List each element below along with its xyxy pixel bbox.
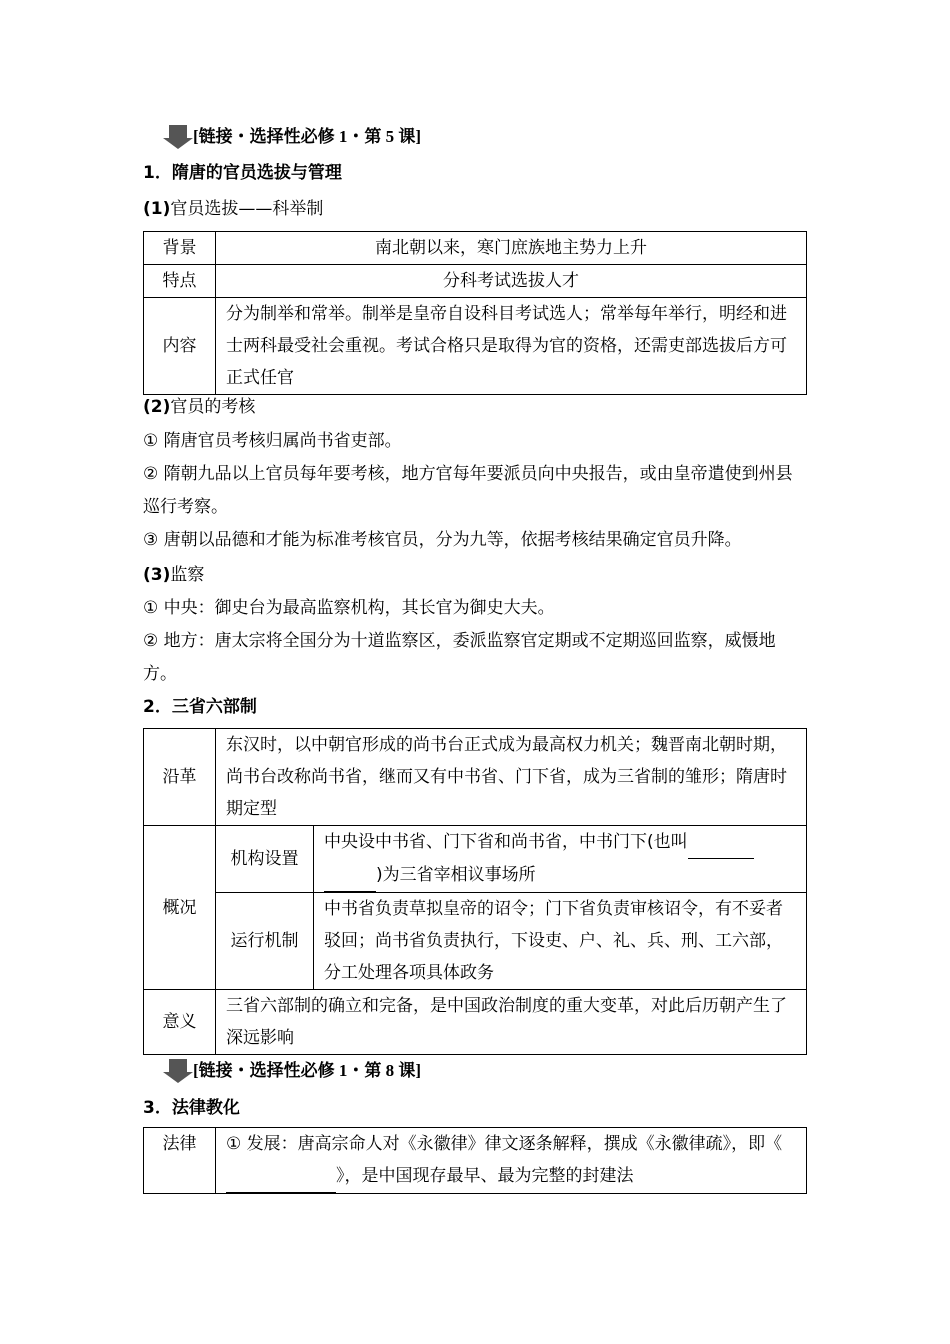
- section1-sub2: [143, 395, 255, 419]
- sub-text: 官员选拔——科举制: [170, 199, 324, 219]
- fill-blank[interactable]: [688, 826, 754, 859]
- section1-sub3: [143, 563, 204, 587]
- sub-text: 官员的考核: [170, 397, 256, 417]
- row-label: 法律: [144, 1128, 216, 1194]
- row-label: 特点: [144, 265, 216, 298]
- sub-number: (3): [143, 565, 171, 585]
- section1-title: 1．隋唐的官员选拔与管理: [143, 163, 342, 183]
- row-label: 背景: [144, 232, 216, 265]
- table-row: [144, 729, 807, 826]
- assess-item: ① 隋唐官员考核归属尚书省吏部。: [143, 431, 402, 451]
- keju-table: [143, 231, 807, 395]
- sub-label: 运行机制: [216, 893, 314, 990]
- row-label: 意义: [144, 990, 216, 1055]
- row-label: 概况: [144, 826, 216, 990]
- org-text-a: 中央设中书省、门下省和尚书省，中书门下(也叫: [324, 832, 688, 852]
- assess-item: ③ 唐朝以品德和才能为标准考核官员，分为九等，依据考核结果确定官员升降。: [143, 530, 742, 550]
- row-content: 南北朝以来，寒门庶族地主势力上升: [216, 232, 807, 265]
- sub-number: (1): [143, 199, 171, 219]
- table-row: [144, 826, 807, 893]
- sub-label: 机构设置: [216, 826, 314, 893]
- row-content: [314, 826, 807, 893]
- fill-blank[interactable]: [226, 1160, 336, 1193]
- link-label: [链接・选择性必修 1・第 5 课]: [193, 127, 422, 146]
- table-row: [144, 990, 807, 1055]
- section1-sub1: [143, 197, 323, 221]
- table-row: [144, 298, 807, 395]
- row-label: 内容: [144, 298, 216, 395]
- table-row: [144, 1128, 807, 1194]
- assess-item: ② 隋朝九品以上官员每年要考核，地方官每年要派员向中央报告，或由皇帝遣使到州县巡行考察。: [143, 464, 793, 517]
- table-row: [144, 232, 807, 265]
- section3-title: 3．法律教化: [143, 1098, 240, 1118]
- row-label: 沿革: [144, 729, 216, 826]
- org-text-b: )为三省宰相议事场所: [376, 865, 536, 885]
- law-text-a: ① 发展：唐高宗命人对《永徽律》律文逐条解释，撰成《永徽律疏》，即《: [226, 1134, 783, 1154]
- down-arrow-icon: [163, 125, 193, 149]
- link-label: [链接・选择性必修 1・第 8 课]: [193, 1061, 422, 1080]
- section2-title: 2．三省六部制: [143, 697, 257, 717]
- row-content: [216, 1128, 807, 1194]
- law-table: [143, 1127, 807, 1194]
- sub-text: 监察: [170, 565, 205, 585]
- row-content: 三省六部制的确立和完备，是中国政治制度的重大变革，对此后历朝产生了深远影响: [216, 990, 807, 1055]
- supervise-item: ① 中央：御史台为最高监察机构，其长官为御史大夫。: [143, 598, 555, 618]
- supervise-item: ② 地方：唐太宗将全国分为十道监察区，委派监察官定期或不定期巡回监察，威慑地方。: [143, 631, 776, 684]
- row-content: 中书省负责草拟皇帝的诏令；门下省负责审核诏令，有不妥者驳回；尚书省负责执行，下设吏、户、礼、兵、刑、工六部，分工处理各项具体政务: [314, 893, 807, 990]
- fill-blank[interactable]: [324, 859, 376, 892]
- row-content: 分为制举和常举。制举是皇帝自设科目考试选人；常举每年举行，明经和进士两科最受社会重视。考试合格只是取得为官的资格，还需吏部选拔后方可正式任官: [216, 298, 807, 395]
- law-text-b: 》，是中国现存最早、最为完整的封建法: [336, 1166, 634, 1186]
- sub-number: (2): [143, 397, 171, 417]
- down-arrow-icon: [163, 1059, 193, 1083]
- row-content: 东汉时，以中朝官形成的尚书台正式成为最高权力机关；魏晋南北朝时期，尚书台改称尚书省，继而又有中书省、门下省，成为三省制的雏形；隋唐时期定型: [216, 729, 807, 826]
- three-departments-table: [143, 728, 807, 1055]
- row-content: 分科考试选拔人才: [216, 265, 807, 298]
- table-row: [144, 265, 807, 298]
- table-row: [144, 893, 807, 990]
